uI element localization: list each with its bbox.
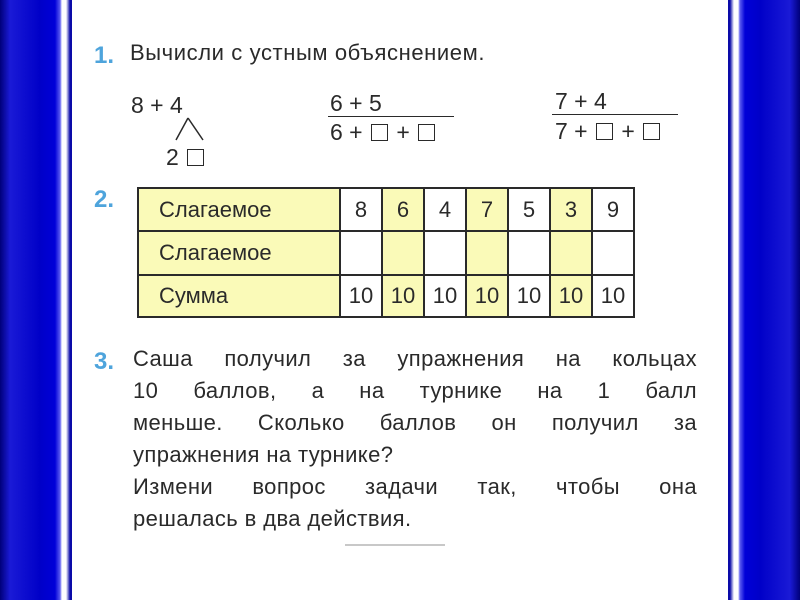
task1-expression-3-top: 7 + 4 (555, 88, 607, 114)
task1-decomposition (166, 144, 206, 171)
table-cell: 6 (382, 188, 424, 231)
table-cell: 10 (466, 275, 508, 317)
answer-box (371, 124, 388, 141)
expr2-bottom-plus: + (396, 119, 410, 145)
table-row (138, 275, 634, 317)
row-header: Слагаемое (138, 188, 340, 231)
bottom-divider (345, 544, 445, 546)
table-cell: 10 (340, 275, 382, 317)
table-cell (466, 231, 508, 275)
answer-box (596, 123, 613, 140)
table-cell: 3 (550, 188, 592, 231)
task2-number: 2. (94, 186, 115, 213)
table-cell: 10 (592, 275, 634, 317)
table-cell: 5 (508, 188, 550, 231)
addition-table (137, 187, 635, 318)
task1-expression-1: 8 + 4 (131, 92, 183, 118)
task3-line: Измени вопрос задачи так, чтобы она (133, 474, 697, 499)
decomposition-value: 2 (166, 144, 179, 170)
table-cell: 10 (382, 275, 424, 317)
table-cell: 9 (592, 188, 634, 231)
task3-line: решалась в два действия. (133, 506, 412, 531)
row-header: Сумма (138, 275, 340, 317)
table-cell (424, 231, 466, 275)
table-cell: 4 (424, 188, 466, 231)
expr3-bottom-plus: + (621, 118, 635, 144)
task3-line: Саша получил за упражнения на кольцах (133, 346, 697, 371)
task3-number: 3. (94, 348, 115, 375)
task1-expression-2-top: 6 + 5 (330, 90, 382, 116)
expr3-bottom-start: 7 + (555, 118, 588, 144)
answer-box (187, 149, 204, 166)
table-cell (508, 231, 550, 275)
right-blue-frame (728, 0, 800, 600)
table-cell: 7 (466, 188, 508, 231)
table-cell: 8 (340, 188, 382, 231)
expr2-bottom-start: 6 + (330, 119, 363, 145)
answer-box (418, 124, 435, 141)
table-cell (550, 231, 592, 275)
task3-text (133, 343, 697, 535)
task1-expression-3-bottom (555, 118, 662, 145)
task1-title: Вычисли с устным объяснением. (130, 40, 486, 65)
answer-box (643, 123, 660, 140)
task1-number: 1. (94, 42, 115, 69)
task1-expression-2-bottom (330, 119, 437, 146)
table-cell (592, 231, 634, 275)
table-row (138, 188, 634, 231)
task3-line: упражнения на турнике? (133, 442, 394, 467)
decomposition-branch (170, 116, 210, 144)
table-cell: 10 (424, 275, 466, 317)
row-header: Слагаемое (138, 231, 340, 275)
task3-line: 10 баллов, а на турнике на 1 балл (133, 378, 697, 403)
table-cell (340, 231, 382, 275)
fraction-line (552, 114, 678, 115)
table-row (138, 231, 634, 275)
left-blue-frame (0, 0, 72, 600)
table-cell: 10 (508, 275, 550, 317)
task3-line: меньше. Сколько баллов он получил за (133, 410, 697, 435)
table-cell (382, 231, 424, 275)
fraction-line (328, 116, 454, 117)
table-cell: 10 (550, 275, 592, 317)
